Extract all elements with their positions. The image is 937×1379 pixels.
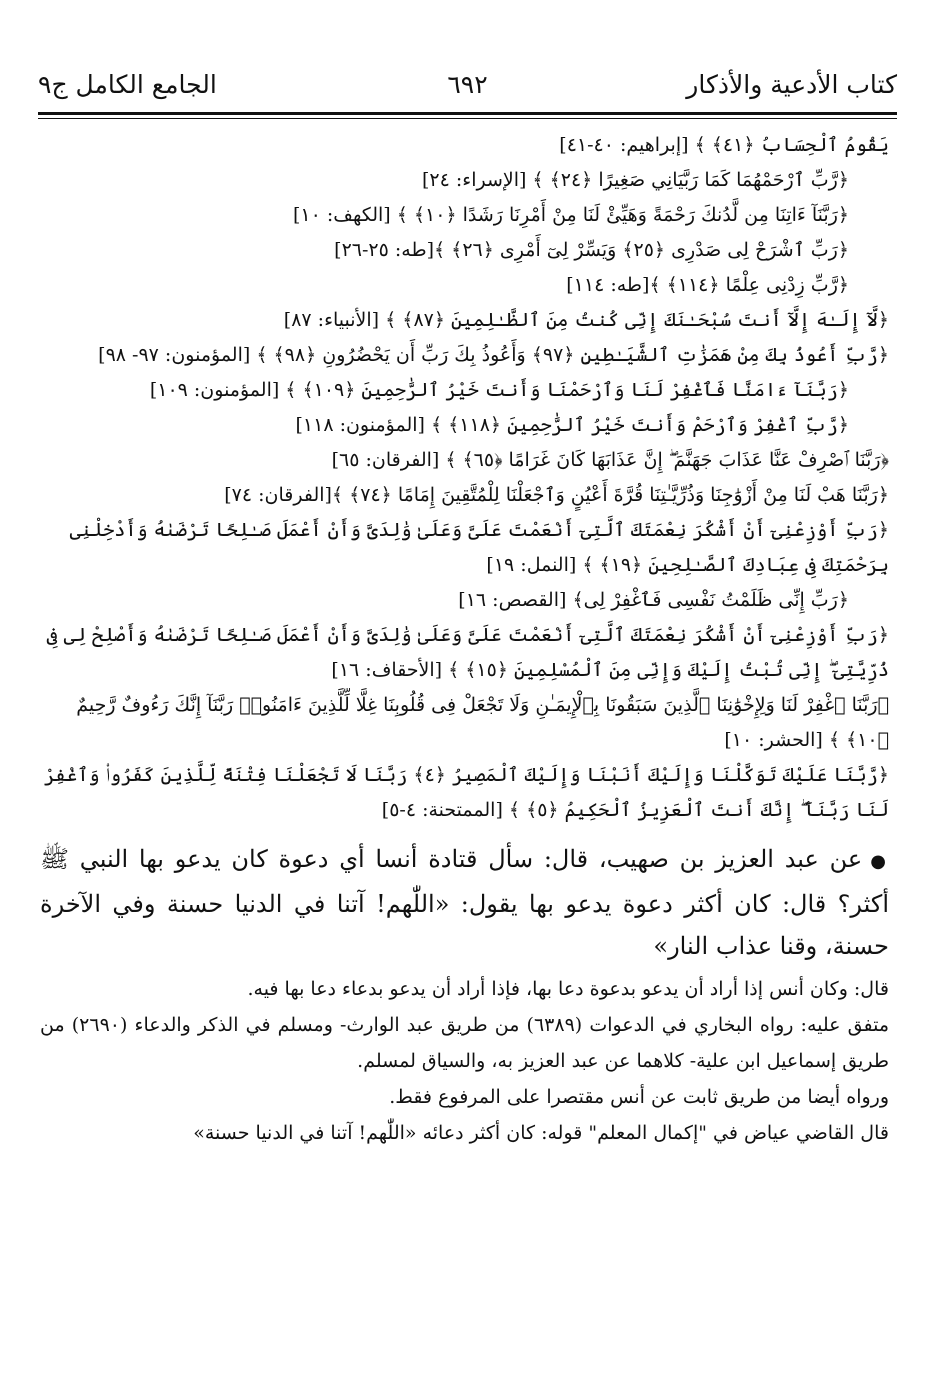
verse-line: ﴿رَبَّنَا ٱغْفِرْ لَنَا وَلِإِخْوَٰنِنَا ٱلَّذِينَ سَبَقُونَا بِٱلْإِيمَـٰنِ وَلَا تَجْعَلْ فِى قُلُوبِنَا غِلًّا لِّلَّذِينَ ءَامَنُوا۟ رَبَّنَآ إِنَّكَ رَءُوفٌ رَّحِيمٌ ﴿١٠﴾ ﴾ [الحشر: ١٠] [76, 694, 889, 751]
verse-line: ﴿رَّبَّنَا عَلَيْكَ تَوَكَّلْنَا وَإِلَيْكَ أَنَبْنَا وَإِلَيْكَ ٱلْمَصِيرُ ﴿٤﴾ رَبَّنَا لَا تَجْعَلْنَا فِتْنَةً لِّلَّذِينَ كَفَرُوا۟ وَٱغْفِرْ لَنَا رَبَّنَآ ۖ إِنَّكَ أَنتَ ٱلْعَزِيزُ ٱلْحَكِيمُ ﴿٥﴾ ﴾ [الممتحنة: ٤-٥] [43, 764, 889, 821]
note-paragraph: متفق عليه: رواه البخاري في الدعوات (٦٣٨٩) من طريق عبد الوارث- ومسلم في الذكر والدعاء (٢٦٩٠) من طريق إسماعيل ابن علية- كلاهما عن عبد العزيز به، والسياق لمسلم. [40, 1014, 889, 1072]
verse-line: ﴿رَبَّنَا ٱصْرِفْ عَنَّا عَذَابَ جَهَنَّمَ ۖ إِنَّ عَذَابَهَا كَانَ غَرَامًا ﴿٦٥﴾ ﴾ [الفرقان: ٦٥] [331, 449, 889, 471]
page-content [40, 128, 889, 1151]
verse-line: ﴿رَّبِّ أَعُوذُ بِكَ مِنْ هَمَزَٰتِ ٱلشَّيَـٰطِينِ ﴿٩٧﴾ وَأَعُوذُ بِكَ رَبِّ أَن يَحْضُرُونِ ﴿٩٨﴾ ﴾ [المؤمنون: ٩٧- ٩٨] [98, 344, 889, 366]
note-paragraph: قال: وكان أنس إذا أراد أن يدعو بدعوة دعا بها، فإذا أراد أن يدعو بدعاء دعا بها فيه. [247, 978, 889, 1000]
hadith-text: عن عبد العزيز بن صهيب، قال: سأل قتادة أنسا أي دعوة كان يدعو بها النبي ﷺ أكثر؟ قال: كان أكثر دعوة يدعو بها يقول: «اللّٰهم! آتنا في الدنيا حسنة وفي الآخرة حسنة، وقنا عذاب النار» [40, 845, 889, 960]
book-title: كتاب الأدعية والأذكار [686, 70, 897, 99]
header-rule-thick [38, 112, 897, 115]
page-header [38, 62, 897, 110]
note-paragraph: ورواه أيضا من طريق ثابت عن أنس مقتصرا على المرفوع فقط. [389, 1086, 889, 1108]
verse-line: ﴿رَّبِّ ٱرْحَمْهُمَا كَمَا رَبَّيَانِي صَغِيرًا ﴿٢٤﴾ ﴾ [الإسراء: ٢٤] [421, 169, 849, 191]
verse-line: ﴿رَبِّ ٱشْرَحْ لِى صَدْرِى ﴿٢٥﴾ وَيَسِّرْ لِىٓ أَمْرِى ﴿٢٦﴾ ﴾[طه: ٢٥-٢٦] [334, 239, 849, 261]
verse-line: ﴿رَبَّنَا هَبْ لَنَا مِنْ أَزْوَٰجِنَا وَذُرِّيَّـٰتِنَا قُرَّةَ أَعْيُنٍ وَٱجْعَلْنَا لِلْمُتَّقِينَ إِمَامًا ﴿٧٤﴾ ﴾[الفرقان: ٧٤] [224, 484, 889, 506]
verse-line: ﴿رَبِّ أَوْزِعْنِىٓ أَنْ أَشْكُرَ نِعْمَتَكَ ٱلَّتِىٓ أَنْعَمْتَ عَلَىَّ وَعَلَىٰ وَٰلِدَىَّ وَأَنْ أَعْمَلَ صَـٰلِحًا تَرْضَىٰهُ وَأَدْخِلْنِى بِرَحْمَتِكَ فِى عِبَادِكَ ٱلصَّـٰلِحِينَ ﴿١٩﴾ ﴾ [النمل: ١٩] [69, 519, 889, 576]
verse-line: ﴿رَبَّنَآ ءَامَنَّا فَٱغْفِرْ لَنَا وَٱرْحَمْنَا وَأَنتَ خَيْرُ ٱلرَّٰحِمِينَ ﴿١٠٩﴾ ﴾ [المؤمنون: ١٠٩] [149, 379, 849, 401]
hadith-paragraph [40, 838, 889, 967]
page-number: ٦٩٢ [447, 70, 488, 99]
verse-line: ﴿لَّآ إِلَـٰهَ إِلَّآ أَنتَ سُبْحَـٰنَكَ إِنِّى كُنتُ مِنَ ٱلظَّـٰلِمِينَ ﴿٨٧﴾ ﴾ [الأنبياء: ٨٧] [283, 309, 889, 331]
note-paragraph: قال القاضي عياض في "إكمال المعلم" قوله: كان أكثر دعائه «اللّٰهم! آتنا في الدنيا حسنة» [193, 1122, 889, 1144]
verse-line: ﴿رَبِّ أَوْزِعْنِىٓ أَنْ أَشْكُرَ نِعْمَتَكَ ٱلَّتِىٓ أَنْعَمْتَ عَلَىَّ وَعَلَىٰ وَٰلِدَىَّ وَأَنْ أَعْمَلَ صَـٰلِحًا تَرْضَىٰهُ وَأَصْلِحْ لِى فِى ذُرِّيَّتِىٓ ۖ إِنِّى تُبْتُ إِلَيْكَ وَإِنِّى مِنَ ٱلْمُسْلِمِينَ ﴿١٥﴾ ﴾ [الأحقاف: ١٦] [46, 624, 889, 681]
verse-line: ﴿رَّبِّ ٱغْفِرْ وَٱرْحَمْ وَأَنتَ خَيْرُ ٱلرَّٰحِمِينَ ﴿١١٨﴾ ﴾ [المؤمنون: ١١٨] [295, 414, 849, 436]
verse-line: ﴿رَبِّ إِنِّى ظَلَمْتُ نَفْسِى فَٱغْفِرْ لِى﴾ [القصص: ١٦] [458, 589, 849, 611]
verse-line: يَقُومُ ٱلْحِسَابُ ﴿٤١﴾ ﴾ [إبراهيم: ٤٠-٤١] [559, 134, 889, 156]
verse-line: ﴿رَبَّنَآ ءَاتِنَا مِن لَّدُنكَ رَحْمَةً وَهَيِّئْ لَنَا مِنْ أَمْرِنَا رَشَدًا ﴿١٠﴾ ﴾ [الكهف: ١٠] [293, 204, 849, 226]
header-rule-thin [38, 118, 897, 119]
verse-line: ﴿رَّبِّ زِدْنِى عِلْمًا ﴿١١٤﴾ ﴾[طه: ١١٤] [566, 274, 849, 296]
bullet-marker: ● [870, 851, 889, 872]
collection-title: الجامع الكامل ج٩ [38, 70, 217, 99]
